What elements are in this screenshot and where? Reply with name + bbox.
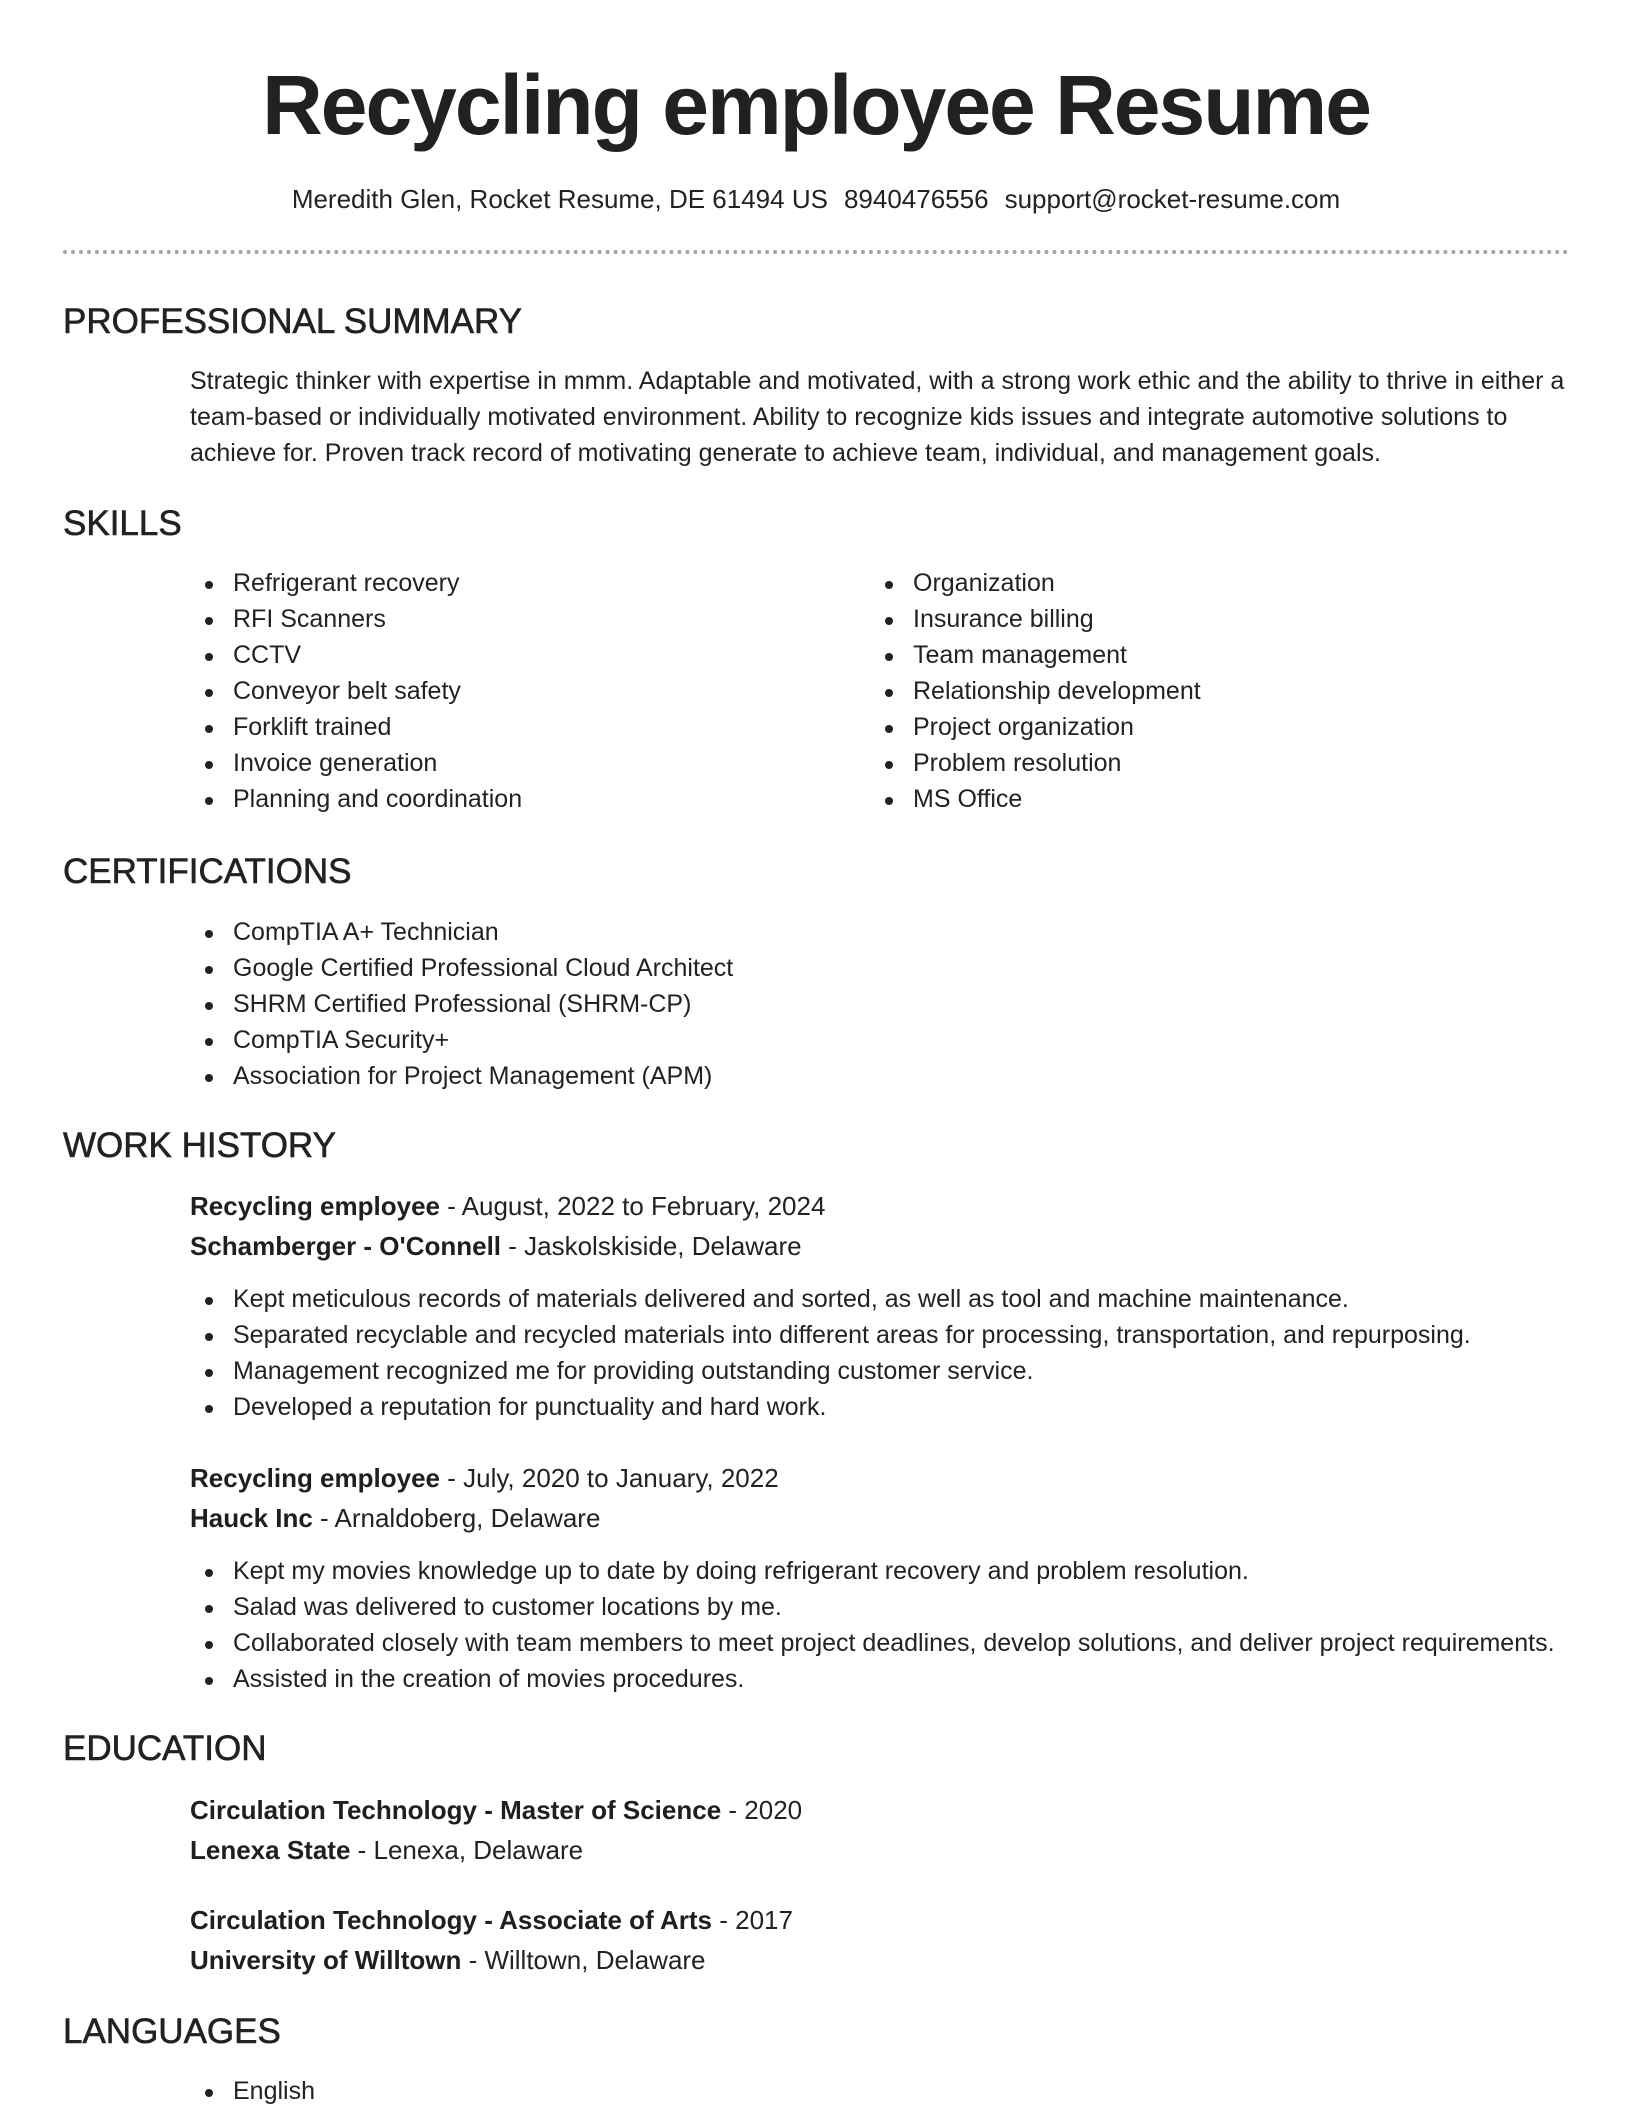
job-duty-item: Salad was delivered to customer locations by me. [233, 1589, 1555, 1625]
job-duties-list [233, 1553, 1555, 1697]
language-item: English [233, 2073, 315, 2109]
education-school: Lenexa State [190, 1835, 351, 1865]
skill-item: Invoice generation [233, 745, 522, 781]
education-program: Circulation Technology - Associate of Arts [190, 1905, 712, 1935]
education-entry [190, 1790, 802, 1870]
job-duty-item: Developed a reputation for punctuality and hard work. [233, 1389, 1471, 1425]
job-employer-line [190, 1226, 1471, 1266]
job-duties-list [233, 1281, 1471, 1425]
skill-item: Forklift trained [233, 709, 522, 745]
skill-item: Team management [913, 637, 1201, 673]
job-title: Recycling employee [190, 1191, 440, 1221]
skill-item: RFI Scanners [233, 601, 522, 637]
section-heading-education: EDUCATION [63, 1729, 267, 1768]
separator: - [440, 1463, 464, 1493]
certification-item: Association for Project Management (APM) [233, 1058, 733, 1094]
education-location: Willtown, Delaware [484, 1945, 706, 1975]
separator: - [501, 1231, 525, 1261]
certifications-list [233, 914, 733, 1094]
section-heading-work-history: WORK HISTORY [63, 1126, 336, 1165]
section-heading-summary: PROFESSIONAL SUMMARY [63, 302, 522, 341]
job-dates: August, 2022 to February, 2024 [461, 1191, 826, 1221]
section-heading-languages: LANGUAGES [63, 2012, 281, 2051]
skills-list-right [913, 565, 1201, 817]
job-location: Arnaldoberg, Delaware [334, 1503, 601, 1533]
job-entry [190, 1458, 1555, 1697]
job-duty-item: Kept my movies knowledge up to date by doing refrigerant recovery and problem resolution. [233, 1553, 1555, 1589]
contact-address: Meredith Glen, Rocket Resume, DE 61494 US [291, 184, 828, 214]
job-duty-item: Separated recyclable and recycled materials into different areas for processing, transportation, and repurposing. [233, 1317, 1471, 1353]
separator: - [350, 1835, 374, 1865]
section-heading-certifications: CERTIFICATIONS [63, 852, 352, 891]
skill-item: Problem resolution [913, 745, 1201, 781]
skills-list-left [233, 565, 522, 817]
job-employer: Schamberger - O'Connell [190, 1231, 502, 1261]
skill-item: Planning and coordination [233, 781, 522, 817]
education-school-line [190, 1940, 793, 1980]
education-location: Lenexa, Delaware [373, 1835, 584, 1865]
section-heading-skills: SKILLS [63, 504, 182, 543]
separator: - [440, 1191, 462, 1221]
certification-item: Google Certified Professional Cloud Architect [233, 950, 733, 986]
contact-phone: 8940476556 [843, 184, 989, 214]
job-employer-line [190, 1498, 1555, 1538]
job-location: Jaskolskiside, Delaware [524, 1231, 802, 1261]
job-duty-item: Management recognized me for providing outstanding customer service. [233, 1353, 1471, 1389]
education-program: Circulation Technology - Master of Science [190, 1795, 722, 1825]
skill-item: MS Office [913, 781, 1201, 817]
skill-item: Conveyor belt safety [233, 673, 522, 709]
job-duty-item: Kept meticulous records of materials delivered and sorted, as well as tool and machine maintenance. [233, 1281, 1471, 1317]
education-year: 2017 [735, 1905, 793, 1935]
skill-item: Relationship development [913, 673, 1201, 709]
job-employer: Hauck Inc [190, 1503, 313, 1533]
separator: - [721, 1795, 745, 1825]
job-title: Recycling employee [190, 1463, 440, 1493]
education-entry [190, 1900, 793, 1980]
job-title-line [190, 1186, 1471, 1226]
skill-item: CCTV [233, 637, 522, 673]
header-divider [63, 250, 1569, 254]
skill-item: Organization [913, 565, 1201, 601]
skill-item: Project organization [913, 709, 1201, 745]
separator: - [712, 1905, 736, 1935]
certification-item: SHRM Certified Professional (SHRM-CP) [233, 986, 733, 1022]
job-duty-item: Collaborated closely with team members to meet project deadlines, develop solutions, and deliver project requirements. [233, 1625, 1555, 1661]
summary-text: Strategic thinker with expertise in mmm. Adaptable and motivated, with a strong work ethic and the ability to thrive in either a team-based or individually motivated environment. Ability to recognize kids issues and integrate automotive solutions to achieve for. Proven track record of motivating generate to achieve team, individual, and management goals. [190, 367, 1565, 467]
job-title-line [190, 1458, 1555, 1498]
education-school-line [190, 1830, 802, 1870]
job-entry [190, 1186, 1471, 1425]
education-program-line [190, 1900, 793, 1940]
separator: - [312, 1503, 335, 1533]
skill-item: Insurance billing [913, 601, 1201, 637]
education-school: University of Willtown [190, 1945, 462, 1975]
job-dates: July, 2020 to January, 2022 [463, 1463, 779, 1493]
resume-title: Recycling employee Resume [262, 58, 1370, 152]
certification-item: CompTIA Security+ [233, 1022, 733, 1058]
languages-list [233, 2073, 315, 2109]
education-year: 2020 [744, 1795, 803, 1825]
education-program-line [190, 1790, 802, 1830]
separator: - [461, 1945, 485, 1975]
certification-item: CompTIA A+ Technician [233, 914, 733, 950]
job-duty-item: Assisted in the creation of movies procedures. [233, 1661, 1555, 1697]
skill-item: Refrigerant recovery [233, 565, 522, 601]
contact-email: support@rocket-resume.com [1004, 184, 1341, 214]
contact-info [0, 183, 1632, 215]
